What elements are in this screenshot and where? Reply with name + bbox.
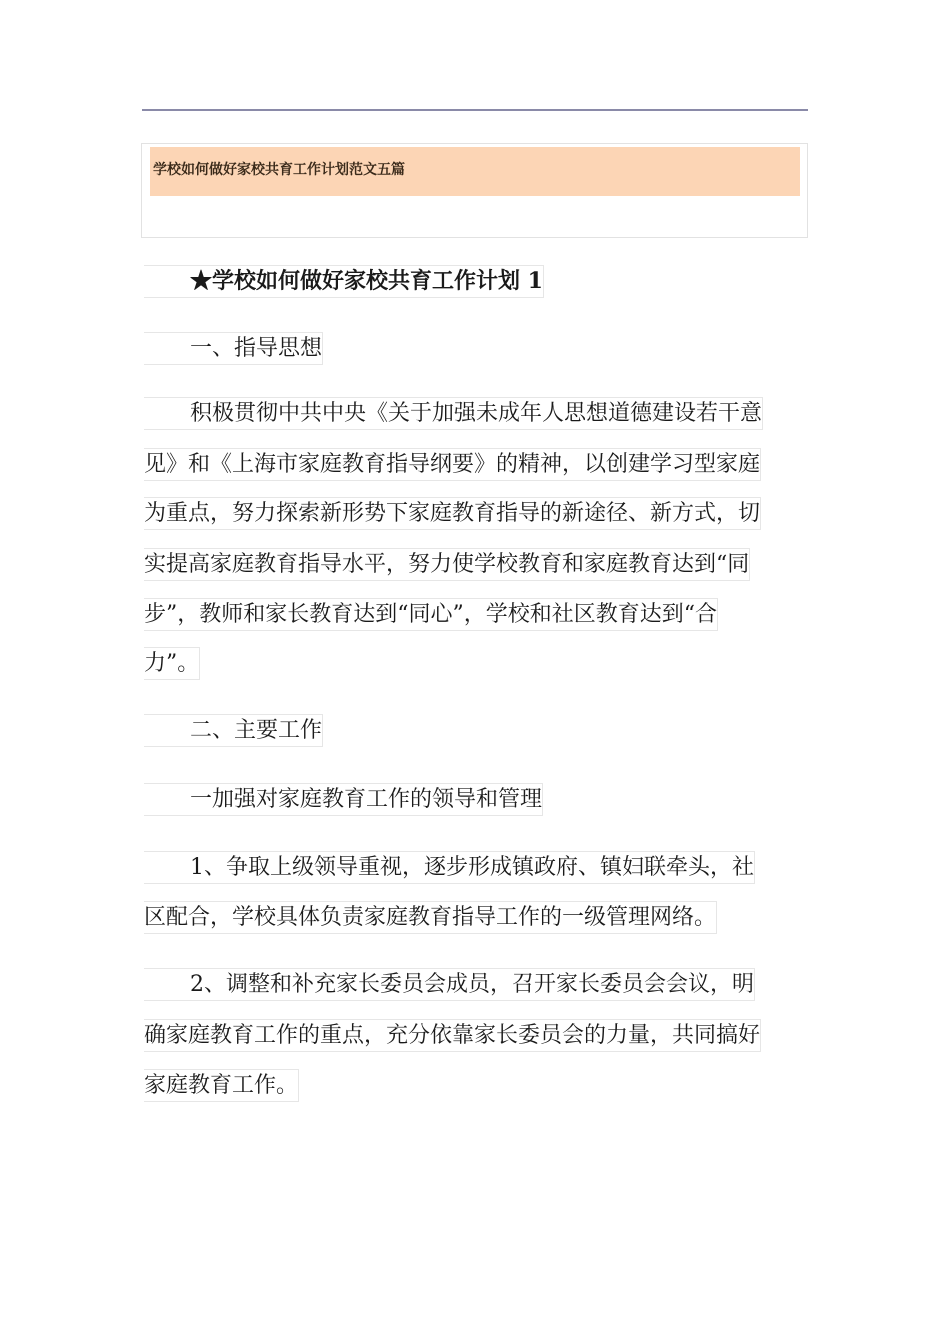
paragraph-line: 步”，教师和家长教育达到“同心”，学校和社区教育达到“合 (144, 598, 718, 631)
list-item-line: 区配合，学校具体负责家庭教育指导工作的一级管理网络。 (144, 901, 717, 934)
subheading-leadership: 一加强对家庭教育工作的领导和管理 (144, 783, 543, 816)
paragraph-line: 见》和《上海市家庭教育指导纲要》的精神，以创建学习型家庭 (144, 448, 761, 481)
list-item-line: 家庭教育工作。 (144, 1069, 299, 1102)
list-item-line: 2、调整和补充家长委员会成员，召开家长委员会会议，明 (144, 968, 755, 1001)
header-rule (142, 109, 808, 111)
paragraph-line: 积极贯彻中共中央《关于加强未成年人思想道德建设若干意 (144, 397, 763, 430)
paragraph-line: 力”。 (144, 647, 200, 680)
document-header (141, 143, 808, 238)
paragraph-line: 实提高家庭教育指导水平，努力使学校教育和家庭教育达到“同 (144, 548, 750, 581)
heading-guiding-ideology: 一、指导思想 (144, 332, 323, 365)
list-item-line: 确家庭教育工作的重点，充分依靠家长委员会的力量，共同搞好 (144, 1019, 761, 1052)
document-title: 学校如何做好家校共育工作计划范文五篇 (153, 162, 405, 178)
header-band (150, 147, 800, 196)
paragraph-line: 为重点，努力探索新形势下家庭教育指导的新途径、新方式，切 (144, 497, 761, 530)
heading-main-work: 二、主要工作 (144, 714, 323, 747)
section-title: ★学校如何做好家校共育工作计划 1 (144, 265, 544, 298)
list-item-line: 1、争取上级领导重视，逐步形成镇政府、镇妇联牵头，社 (144, 851, 755, 884)
